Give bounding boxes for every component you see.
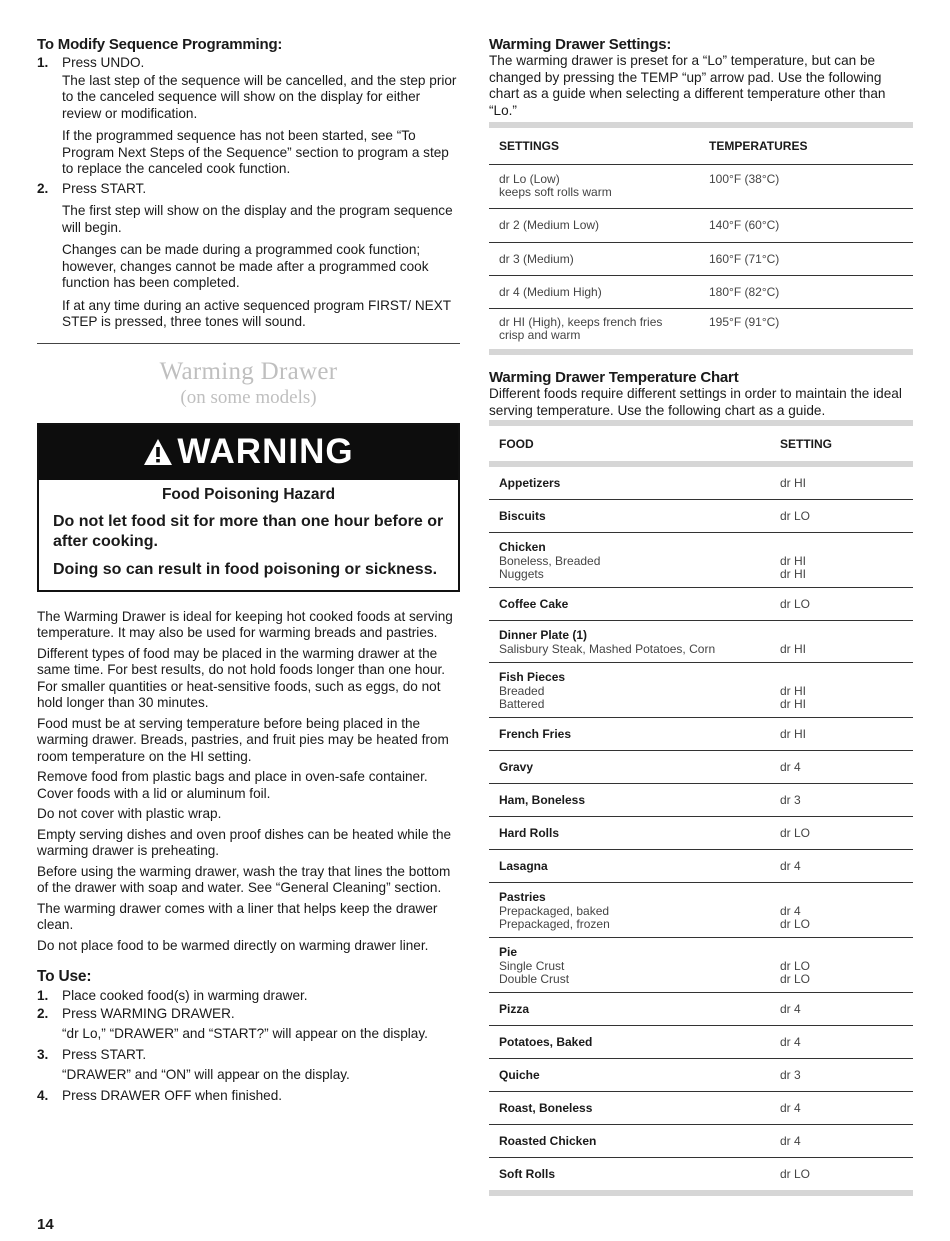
table-header <box>489 122 913 165</box>
food-setting: dr LO <box>780 596 811 611</box>
paragraph: The Warming Drawer is ideal for keeping hot cooked foods at serving temperature. It may also be used for warming breads and pastries. <box>37 608 453 640</box>
temperature-value: 195°F (91°C) <box>709 315 780 329</box>
table-row <box>489 588 913 621</box>
table-row <box>489 817 913 850</box>
paragraph: Empty serving dishes and oven proof dishes can be heated while the warming drawer is preheating. <box>37 826 452 858</box>
temperature-value: 140°F (60°C) <box>709 218 780 232</box>
food-name: Roasted Chicken <box>499 1134 597 1148</box>
step-note: “dr Lo,” “DRAWER” and “START?” will appear on the display. <box>62 1026 428 1041</box>
food-name: Biscuits <box>499 509 546 523</box>
food-subitem <box>499 698 903 711</box>
food-variant: Breaded <box>499 684 545 698</box>
food-setting: dr HI <box>780 567 807 581</box>
food-name: Lasagna <box>499 859 548 873</box>
warning-triangle-icon <box>143 433 173 477</box>
modify-step-1 <box>37 55 460 178</box>
food-subitem <box>499 643 903 656</box>
food-setting: dr HI <box>780 475 807 490</box>
food-setting: dr HI <box>780 697 807 711</box>
table-row <box>489 533 913 588</box>
step-text: Press DRAWER OFF when finished. <box>62 1087 283 1103</box>
food-variant: Battered <box>499 697 545 711</box>
to-use-section <box>37 968 460 1104</box>
table-row <box>489 621 913 663</box>
food-name: Fish Pieces <box>499 670 566 684</box>
settings-title: Warming Drawer Settings: <box>489 36 672 53</box>
food-table <box>489 420 913 1196</box>
food-setting: dr LO <box>780 917 811 931</box>
setting-name: dr Lo (Low) <box>499 172 560 186</box>
food-setting: dr 3 <box>780 792 801 807</box>
food-name: Pizza <box>499 1002 530 1016</box>
food-name: Roast, Boneless <box>499 1101 593 1115</box>
food-setting: dr 4 <box>780 858 801 873</box>
table-row <box>489 751 913 784</box>
food-setting: dr HI <box>780 684 807 698</box>
column-header: SETTING <box>780 436 833 451</box>
modify-title: To Modify Sequence Programming: <box>37 36 283 53</box>
warming-drawer-heading <box>37 357 460 409</box>
food-name: Ham, Boneless <box>499 793 586 807</box>
step-paragraph: If the programmed sequence has not been started, see “To Program Next Steps of the Sequence” section to program a step to replace the canceled cook function. <box>62 128 449 176</box>
section-subtitle: (on some models) <box>180 386 317 408</box>
table-row <box>489 276 913 309</box>
food-subitem <box>499 973 903 986</box>
paragraph: Remove food from plastic bags and place in oven-safe container. Cover foods with a lid or aluminum foil. <box>37 769 428 801</box>
food-name: Potatoes, Baked <box>499 1035 593 1049</box>
section-divider <box>37 343 460 344</box>
paragraph: Do not place food to be warmed directly on warming drawer liner. <box>37 937 429 953</box>
food-setting: dr 3 <box>780 1067 801 1082</box>
food-setting: dr 4 <box>780 1034 801 1049</box>
step-text: Press START. <box>62 1046 147 1062</box>
step-paragraph: If at any time during an active sequenced program FIRST/ NEXT STEP is pressed, three tones will sound. <box>62 297 451 329</box>
food-name: Gravy <box>499 760 534 774</box>
settings-intro: The warming drawer is preset for a “Lo” temperature, but can be changed by pressing the TEMP “up” arrow pad. Use the following chart as a guide when selecting a different temperature other than “Lo.” <box>489 53 886 118</box>
warning-hazard: Food Poisoning Hazard <box>161 485 336 503</box>
chart-title: Warming Drawer Temperature Chart <box>489 369 739 386</box>
step-number: 2. <box>37 180 49 196</box>
modify-steps <box>37 55 460 331</box>
table-row <box>489 784 913 817</box>
step-number: 4. <box>37 1087 49 1103</box>
table-row <box>489 243 913 276</box>
left-column <box>37 36 460 1104</box>
table-row <box>489 1092 913 1125</box>
table-row <box>489 467 913 500</box>
food-setting: dr LO <box>780 972 811 986</box>
table-row <box>489 718 913 751</box>
warming-drawer-paragraphs <box>37 609 460 955</box>
food-setting: dr 4 <box>780 904 801 918</box>
food-name: Dinner Plate (1) <box>499 628 588 642</box>
to-use-steps <box>37 988 460 1104</box>
table-row <box>489 209 913 243</box>
table-row <box>489 993 913 1026</box>
setting-name: dr 2 (Medium Low) <box>499 218 600 232</box>
food-variant: Prepackaged, frozen <box>499 917 610 931</box>
food-setting: dr 4 <box>780 1133 801 1148</box>
food-variant: Single Crust <box>499 959 565 973</box>
step-paragraph: The last step of the sequence will be cancelled, and the step prior to the canceled sequence will show on the display for either review or modification. <box>62 72 457 121</box>
table-row <box>489 938 913 993</box>
paragraph: Do not cover with plastic wrap. <box>37 806 222 821</box>
food-variant: Nuggets <box>499 567 544 581</box>
column-header: TEMPERATURES <box>709 139 808 153</box>
setting-note: keeps soft rolls warm <box>499 185 612 199</box>
table-row <box>489 1125 913 1158</box>
settings-table <box>489 122 913 355</box>
food-name: Pastries <box>499 890 546 904</box>
setting-name: dr HI (High), keeps french fries <box>499 315 663 329</box>
to-use-step-3 <box>37 1047 460 1084</box>
food-subitem <box>499 555 903 568</box>
table-row <box>489 1026 913 1059</box>
food-setting: dr LO <box>780 825 811 840</box>
food-variant: Double Crust <box>499 972 570 986</box>
step-text: Place cooked food(s) in warming drawer. <box>62 988 308 1003</box>
food-subitem <box>499 568 903 581</box>
warning-word: WARNING <box>177 431 354 471</box>
food-subitem <box>499 918 903 931</box>
food-name: Appetizers <box>499 476 561 490</box>
modify-step-2 <box>37 181 460 331</box>
food-variant: Prepackaged, baked <box>499 904 610 918</box>
step-text: Press UNDO. <box>62 55 145 70</box>
step-text: Press WARMING DRAWER. <box>62 1005 235 1021</box>
step-paragraph: Changes can be made during a programmed cook function; however, changes cannot be made after a programmed cook function has been completed. <box>62 242 429 290</box>
table-row <box>489 500 913 533</box>
temperature-value: 160°F (71°C) <box>709 251 780 266</box>
food-setting: dr HI <box>780 642 807 656</box>
food-name: Soft Rolls <box>499 1167 555 1181</box>
step-number: 2. <box>37 1005 49 1021</box>
food-setting: dr LO <box>780 959 811 973</box>
temperature-value: 180°F (82°C) <box>709 284 780 299</box>
table-row <box>489 1059 913 1092</box>
column-header: SETTINGS <box>499 139 560 153</box>
to-use-title: To Use: <box>37 968 92 985</box>
chart-intro: Different foods require different settings in order to maintain the ideal serving temperature. Use the following chart as a guide. <box>489 386 902 418</box>
table-header <box>489 420 913 467</box>
setting-note: crisp and warm <box>499 328 581 342</box>
step-note: “DRAWER” and “ON” will appear on the display. <box>62 1067 350 1082</box>
step-number: 1. <box>37 55 49 70</box>
to-use-step-4 <box>37 1088 460 1105</box>
page-number: 14 <box>37 1216 54 1233</box>
food-setting: dr LO <box>780 508 811 523</box>
paragraph: Before using the warming drawer, wash the tray that lines the bottom of the drawer with soap and water. See “General Cleaning” section. <box>37 863 451 895</box>
table-row <box>489 850 913 883</box>
food-setting: dr HI <box>780 554 807 568</box>
step-number: 1. <box>37 988 49 1003</box>
paragraph: Different types of food may be placed in the warming drawer at the same time. For best results, do not hold foods longer than one hour. For smaller quantities or heat-sensitive foods, such as eggs, do not hold longer than 30 minutes. <box>37 645 446 710</box>
to-use-step-2 <box>37 1006 460 1043</box>
warning-line-2: Doing so can result in food poisoning or sickness. <box>53 560 438 578</box>
food-name: French Fries <box>499 727 572 741</box>
column-header: FOOD <box>499 436 534 451</box>
table-row <box>489 663 913 718</box>
food-setting: dr LO <box>780 1166 811 1181</box>
table-row <box>489 1158 913 1196</box>
setting-name: dr 4 (Medium High) <box>499 284 602 299</box>
step-paragraph: The first step will show on the display and the program sequence will begin. <box>62 203 453 235</box>
food-setting: dr HI <box>780 726 807 741</box>
food-setting: dr 4 <box>780 759 801 774</box>
food-name: Hard Rolls <box>499 826 560 840</box>
table-row <box>489 165 913 209</box>
food-name: Pie <box>499 945 518 959</box>
setting-name: dr 3 (Medium) <box>499 251 574 266</box>
warning-line-1: Do not let food sit for more than one hour before or after cooking. <box>53 512 444 550</box>
food-variant: Salisbury Steak, Mashed Potatoes, Corn <box>499 642 716 656</box>
warning-box <box>37 423 460 592</box>
food-name: Coffee Cake <box>499 597 569 611</box>
right-column <box>489 36 913 1196</box>
food-name: Quiche <box>499 1068 540 1082</box>
food-setting: dr 4 <box>780 1001 801 1016</box>
temperature-value: 100°F (38°C) <box>709 172 780 186</box>
food-setting: dr 4 <box>780 1100 801 1115</box>
food-name: Chicken <box>499 540 546 554</box>
warning-body <box>39 480 458 590</box>
step-text: Press START. <box>62 180 147 196</box>
step-number: 3. <box>37 1046 49 1062</box>
food-subitem <box>499 685 903 698</box>
section-title: Warming Drawer <box>159 357 338 385</box>
to-use-step-1 <box>37 988 460 1005</box>
paragraph: Food must be at serving temperature before being placed in the warming drawer. Breads, pastries, and fruit pies may be heated from room temperature on the HI setting. <box>37 715 449 764</box>
table-row <box>489 309 913 355</box>
food-variant: Boneless, Breaded <box>499 554 601 568</box>
paragraph: The warming drawer comes with a liner that helps keep the drawer clean. <box>37 900 438 932</box>
table-row <box>489 883 913 938</box>
warning-header <box>39 425 458 480</box>
